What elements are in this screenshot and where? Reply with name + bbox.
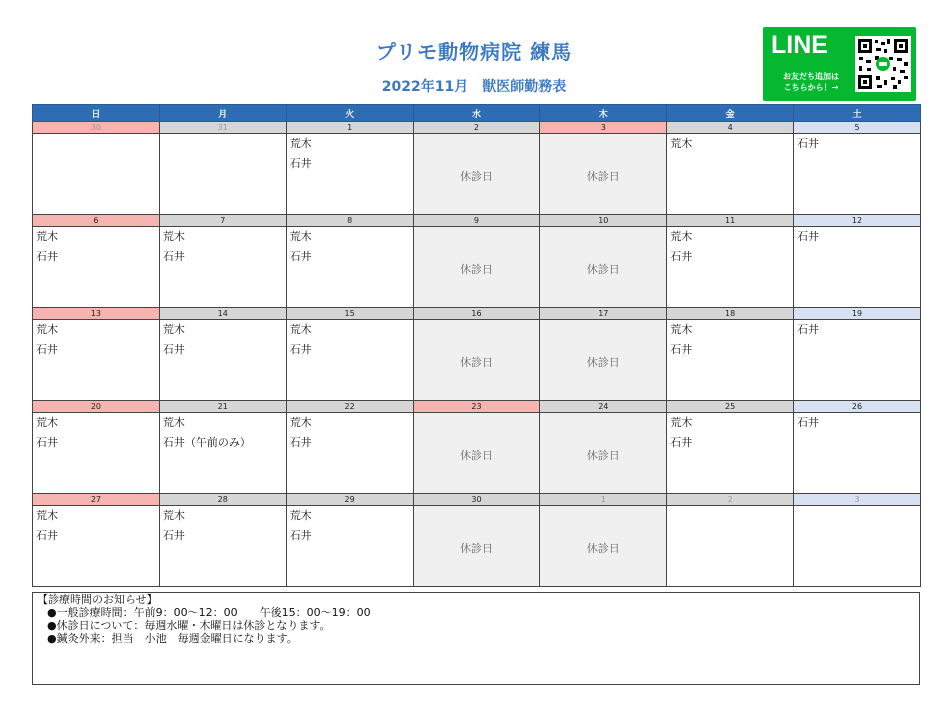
date-number: 11 bbox=[667, 215, 794, 227]
vet-name: 石井 bbox=[670, 436, 693, 449]
vet-name: 石井 bbox=[162, 250, 185, 263]
vet-name: 荒木 bbox=[670, 137, 693, 150]
day-cell[interactable] bbox=[794, 506, 921, 587]
date-number: 15 bbox=[286, 308, 413, 320]
line-caption-line2: こちらから！→ bbox=[783, 83, 839, 92]
line-add-friend-badge[interactable] bbox=[763, 27, 916, 101]
date-number: 30 bbox=[413, 494, 540, 506]
vet-name: 石井 bbox=[797, 230, 820, 243]
vet-name: 石井 bbox=[289, 157, 312, 170]
vet-name: 石井 bbox=[670, 343, 693, 356]
date-number-row bbox=[33, 401, 921, 413]
notice-box bbox=[32, 592, 920, 685]
day-cell[interactable] bbox=[286, 413, 413, 494]
day-cell[interactable] bbox=[540, 227, 667, 308]
date-number: 1 bbox=[540, 494, 667, 506]
date-number-row bbox=[33, 122, 921, 134]
vet-name: 荒木 bbox=[289, 137, 312, 150]
vet-name: 石井 bbox=[36, 343, 58, 356]
vet-name: 石井 bbox=[289, 529, 312, 542]
notice-heading: 【診療時間のお知らせ】 bbox=[37, 593, 158, 606]
date-number: 18 bbox=[667, 308, 794, 320]
date-number: 19 bbox=[794, 308, 921, 320]
date-number: 6 bbox=[33, 215, 160, 227]
date-number: 10 bbox=[540, 215, 667, 227]
date-number: 7 bbox=[159, 215, 286, 227]
day-cell[interactable] bbox=[33, 506, 160, 587]
vet-name: 石井 bbox=[36, 250, 58, 263]
vet-name: 石井 bbox=[162, 529, 185, 542]
closed-day-label: 休診日 bbox=[586, 263, 620, 276]
day-cell[interactable] bbox=[667, 320, 794, 401]
date-number: 1 bbox=[286, 122, 413, 134]
date-number: 28 bbox=[159, 494, 286, 506]
date-number: 14 bbox=[159, 308, 286, 320]
day-cell[interactable] bbox=[159, 227, 286, 308]
date-number: 13 bbox=[33, 308, 160, 320]
vet-name: 荒木 bbox=[162, 509, 185, 522]
date-number-row bbox=[33, 494, 921, 506]
day-cell[interactable] bbox=[540, 413, 667, 494]
closed-day-label: 休診日 bbox=[586, 542, 620, 555]
date-number: 16 bbox=[413, 308, 540, 320]
vet-name: 石井 bbox=[797, 323, 820, 336]
day-cell[interactable] bbox=[33, 134, 160, 215]
vet-name: 石井（午前のみ） bbox=[162, 436, 251, 449]
notice-item: ●鍼灸外来：担当 小池 毎週金曜日になります。 bbox=[47, 632, 298, 645]
line-logo: LINE bbox=[771, 31, 828, 59]
line-caption bbox=[769, 71, 853, 93]
day-cell[interactable] bbox=[413, 413, 540, 494]
vet-name: 荒木 bbox=[670, 323, 693, 336]
vet-name: 荒木 bbox=[36, 230, 58, 243]
date-number: 21 bbox=[159, 401, 286, 413]
day-cell[interactable] bbox=[794, 227, 921, 308]
date-number: 27 bbox=[33, 494, 160, 506]
date-number: 25 bbox=[667, 401, 794, 413]
vet-name: 石井 bbox=[797, 416, 820, 429]
vet-name: 荒木 bbox=[36, 416, 58, 429]
date-number: 23 bbox=[413, 401, 540, 413]
date-number: 3 bbox=[540, 122, 667, 134]
date-number: 4 bbox=[667, 122, 794, 134]
weekday-tue: 火 bbox=[286, 105, 413, 122]
line-caption-line1: お友だち追加は bbox=[783, 72, 839, 81]
day-cell[interactable] bbox=[159, 320, 286, 401]
day-cell[interactable] bbox=[794, 320, 921, 401]
vet-name: 石井 bbox=[289, 343, 312, 356]
week-row bbox=[33, 506, 921, 587]
date-number-row bbox=[33, 215, 921, 227]
qr-code-icon[interactable] bbox=[855, 36, 911, 92]
day-cell[interactable] bbox=[540, 320, 667, 401]
vet-name: 荒木 bbox=[289, 323, 312, 336]
date-number: 2 bbox=[667, 494, 794, 506]
week-row bbox=[33, 413, 921, 494]
day-cell[interactable] bbox=[286, 506, 413, 587]
day-cell[interactable] bbox=[159, 413, 286, 494]
calendar-body bbox=[33, 122, 921, 587]
vet-name: 石井 bbox=[289, 250, 312, 263]
date-number: 22 bbox=[286, 401, 413, 413]
date-number: 24 bbox=[540, 401, 667, 413]
day-cell[interactable] bbox=[413, 320, 540, 401]
vet-name: 荒木 bbox=[162, 416, 185, 429]
day-cell[interactable] bbox=[540, 506, 667, 587]
date-number: 3 bbox=[794, 494, 921, 506]
vet-name: 荒木 bbox=[162, 230, 185, 243]
date-number: 29 bbox=[286, 494, 413, 506]
date-number: 31 bbox=[159, 122, 286, 134]
vet-name: 荒木 bbox=[670, 230, 693, 243]
closed-day-label: 休診日 bbox=[459, 356, 493, 369]
date-number: 8 bbox=[286, 215, 413, 227]
day-cell[interactable] bbox=[33, 227, 160, 308]
day-cell[interactable] bbox=[413, 134, 540, 215]
date-number: 2 bbox=[413, 122, 540, 134]
day-cell[interactable] bbox=[286, 134, 413, 215]
day-cell[interactable] bbox=[159, 134, 286, 215]
date-number: 30 bbox=[33, 122, 160, 134]
vet-name: 石井 bbox=[670, 250, 693, 263]
closed-day-label: 休診日 bbox=[459, 449, 493, 462]
date-number: 26 bbox=[794, 401, 921, 413]
weekday-sat: 土 bbox=[794, 105, 921, 122]
vet-name: 荒木 bbox=[289, 230, 312, 243]
date-number: 5 bbox=[794, 122, 921, 134]
day-cell[interactable] bbox=[33, 413, 160, 494]
closed-day-label: 休診日 bbox=[586, 170, 620, 183]
day-cell[interactable] bbox=[667, 413, 794, 494]
date-number: 12 bbox=[794, 215, 921, 227]
vet-name: 荒木 bbox=[289, 509, 312, 522]
day-cell[interactable] bbox=[540, 134, 667, 215]
day-cell[interactable] bbox=[159, 506, 286, 587]
vet-name: 荒木 bbox=[36, 509, 58, 522]
vet-name: 荒木 bbox=[289, 416, 312, 429]
week-row bbox=[33, 320, 921, 401]
vet-name: 石井 bbox=[36, 436, 58, 449]
vet-name: 荒木 bbox=[162, 323, 185, 336]
closed-day-label: 休診日 bbox=[586, 449, 620, 462]
date-number-row bbox=[33, 308, 921, 320]
vet-name: 石井 bbox=[797, 137, 820, 150]
notice-item: ●休診日について：毎週水曜・木曜日は休診となります。 bbox=[47, 619, 331, 632]
day-cell[interactable] bbox=[286, 227, 413, 308]
vet-name: 石井 bbox=[162, 343, 185, 356]
day-cell[interactable] bbox=[794, 413, 921, 494]
vet-name: 石井 bbox=[36, 529, 58, 542]
page-title: プリモ動物病院 練馬 bbox=[375, 40, 573, 64]
page-subtitle: 2022年11月 獣医師勤務表 bbox=[381, 79, 567, 95]
date-number: 17 bbox=[540, 308, 667, 320]
closed-day-label: 休診日 bbox=[459, 170, 493, 183]
date-number: 20 bbox=[33, 401, 160, 413]
day-cell[interactable] bbox=[286, 320, 413, 401]
weekday-mon: 月 bbox=[159, 105, 286, 122]
day-cell[interactable] bbox=[667, 134, 794, 215]
day-cell[interactable] bbox=[33, 320, 160, 401]
weekday-header-row bbox=[33, 105, 921, 122]
day-cell[interactable] bbox=[413, 227, 540, 308]
day-cell[interactable] bbox=[794, 134, 921, 215]
day-cell[interactable] bbox=[413, 506, 540, 587]
vet-name: 荒木 bbox=[36, 323, 58, 336]
duty-calendar bbox=[32, 104, 921, 587]
weekday-thu: 木 bbox=[540, 105, 667, 122]
day-cell[interactable] bbox=[667, 227, 794, 308]
weekday-wed: 水 bbox=[413, 105, 540, 122]
closed-day-label: 休診日 bbox=[586, 356, 620, 369]
week-row bbox=[33, 134, 921, 215]
notice-item: ●一般診療時間：午前9：00～12：00 午後15：00～19：00 bbox=[47, 606, 371, 619]
vet-name: 荒木 bbox=[670, 416, 693, 429]
vet-name: 石井 bbox=[289, 436, 312, 449]
closed-day-label: 休診日 bbox=[459, 542, 493, 555]
weekday-sun: 日 bbox=[33, 105, 160, 122]
closed-day-label: 休診日 bbox=[459, 263, 493, 276]
week-row bbox=[33, 227, 921, 308]
day-cell[interactable] bbox=[667, 506, 794, 587]
weekday-fri: 金 bbox=[667, 105, 794, 122]
date-number: 9 bbox=[413, 215, 540, 227]
